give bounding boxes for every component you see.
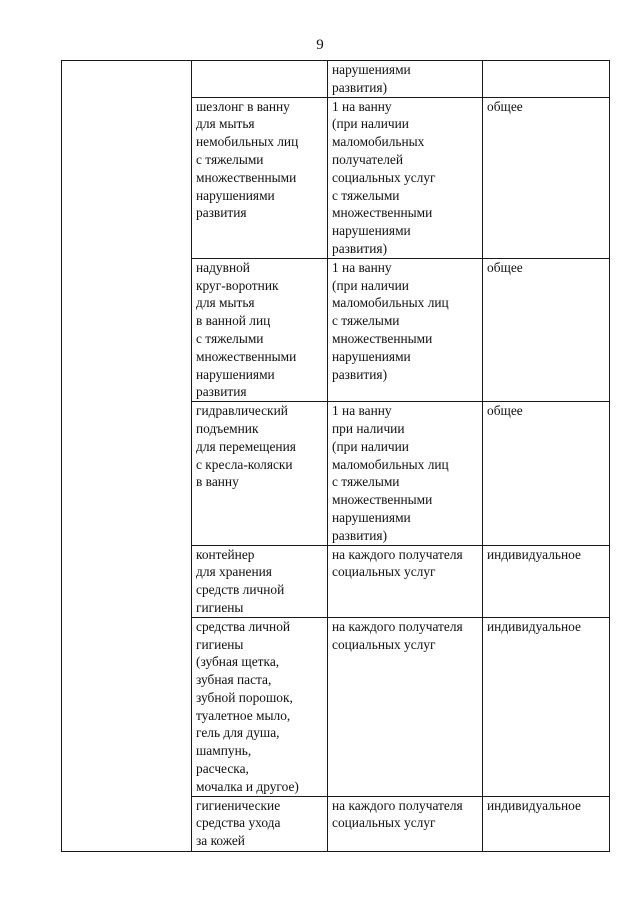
table-cell-norm: на каждого получателя социальных услуг	[328, 796, 483, 851]
table-cell-section	[62, 61, 192, 852]
table-cell-norm: 1 на ванну (при наличии маломобильных получателей социальных услуг с тяжелыми множественными нарушениями развития)	[328, 97, 483, 258]
table-cell-item: контейнер для хранения средств личной гигиены	[192, 545, 328, 617]
table-cell-norm: нарушениями развития)	[328, 61, 483, 98]
table-cell-norm: на каждого получателя социальных услуг	[328, 545, 483, 617]
table-cell-item	[192, 61, 328, 98]
table-cell-type	[483, 61, 610, 98]
table-cell-type: общее	[483, 97, 610, 258]
table-cell-norm: 1 на ванну (при наличии маломобильных лиц с тяжелыми множественными нарушениями развития)	[328, 258, 483, 401]
page-number: 9	[316, 37, 324, 53]
table-cell-item: шезлонг в ванну для мытья немобильных лиц с тяжелыми множественными нарушениями развития	[192, 97, 328, 258]
table-cell-norm: на каждого получателя социальных услуг	[328, 617, 483, 796]
table-cell-item: надувной круг-воротник для мытья в ванной лиц с тяжелыми множественными нарушениями развития	[192, 258, 328, 401]
table-cell-type: индивидуальное	[483, 796, 610, 851]
table-cell-type: общее	[483, 258, 610, 401]
table-cell-type: индивидуальное	[483, 617, 610, 796]
table-cell-norm: 1 на ванну при наличии (при наличии маломобильных лиц с тяжелыми множественными нарушениями развития)	[328, 402, 483, 545]
table-cell-item: гигиенические средства ухода за кожей	[192, 796, 328, 851]
table-row	[62, 61, 610, 98]
table-cell-type: общее	[483, 402, 610, 545]
table-cell-item: средства личной гигиены (зубная щетка, зубная паста, зубной порошок, туалетное мыло, гель для душа, шампунь, расческа, мочалка и другое)	[192, 617, 328, 796]
equipment-table	[61, 60, 610, 852]
table-cell-item: гидравлический подъемник для перемещения с кресла-коляски в ванну	[192, 402, 328, 545]
table-cell-type: индивидуальное	[483, 545, 610, 617]
